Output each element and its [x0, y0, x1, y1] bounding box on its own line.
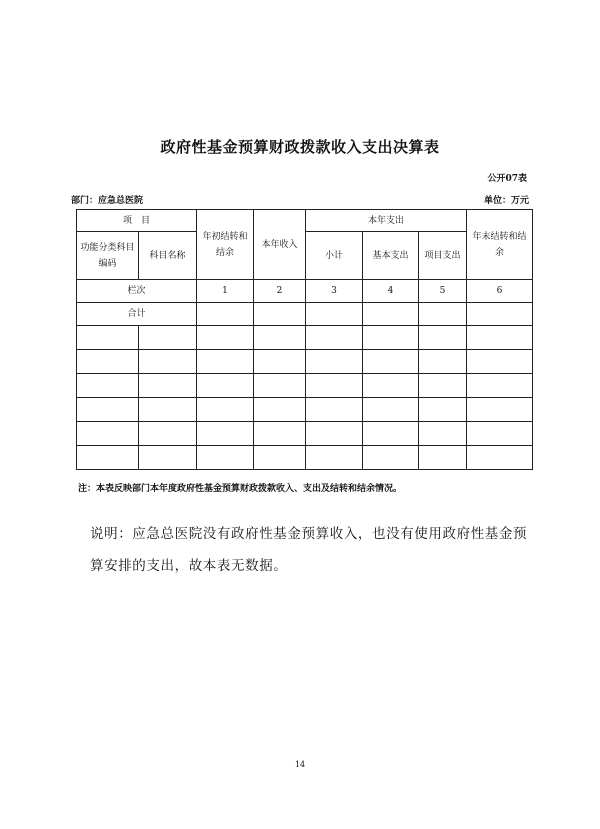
- header-func-code: [77, 232, 139, 280]
- table-cell: [254, 326, 306, 350]
- table-cell: [419, 446, 467, 470]
- table-cell: [77, 350, 139, 374]
- table-cell: [139, 446, 197, 470]
- table-cell: [139, 374, 197, 398]
- unit-label: 单位：万元: [483, 196, 529, 206]
- table-cell: [197, 350, 254, 374]
- header-item: 项 目: [77, 210, 197, 232]
- table-cell: [363, 326, 419, 350]
- table-cell: [254, 350, 306, 374]
- header-func-code-text: 功能分类科目编码: [80, 242, 135, 269]
- table-cell: [77, 446, 139, 470]
- page-title: 政府性基金预算财政拨款收入支出决算表: [160, 138, 440, 156]
- table-cell: [254, 422, 306, 446]
- header-project-expense: 项目支出: [419, 232, 467, 280]
- row-column-no-label: 栏次: [77, 280, 197, 303]
- header-begin-balance-text: 年初结转和结余: [202, 231, 248, 258]
- header-subject-name: 科目名称: [139, 232, 197, 280]
- header-year-income: 本年收入: [254, 210, 306, 280]
- column-number-4: 4: [363, 280, 419, 303]
- table-cell: [197, 422, 254, 446]
- table-cell: [363, 303, 419, 326]
- table-cell: [77, 374, 139, 398]
- form-code: 公开07表: [487, 174, 527, 184]
- table-cell: [139, 350, 197, 374]
- table-cell: [139, 422, 197, 446]
- table-cell: [306, 303, 363, 326]
- table-cell: [77, 398, 139, 422]
- header-basic-expense: 基本支出: [363, 232, 419, 280]
- table-cell: [467, 326, 533, 350]
- table-cell: [197, 374, 254, 398]
- table-cell: [363, 374, 419, 398]
- column-number-5: 5: [419, 280, 467, 303]
- department-label: 部门：应急总医院: [71, 196, 144, 206]
- header-year-expense: 本年支出: [306, 210, 467, 232]
- table-row: [77, 374, 533, 398]
- table-cell: [306, 326, 363, 350]
- column-number-1: 1: [197, 280, 254, 303]
- header-end-balance: [467, 210, 533, 280]
- table-cell: [363, 398, 419, 422]
- table-cell: [419, 398, 467, 422]
- table-cell: [467, 422, 533, 446]
- table-row: [77, 398, 533, 422]
- page-number: 14: [294, 760, 306, 769]
- table-cell: [77, 422, 139, 446]
- table-cell: [306, 398, 363, 422]
- header-subtotal: 小计: [306, 232, 363, 280]
- table-cell: [363, 350, 419, 374]
- table-cell: [197, 326, 254, 350]
- table-cell: [419, 374, 467, 398]
- explanation-text: 说明：应急总医院没有政府性基金预算收入，也没有使用政府性基金预算安排的支出，故本表无数据。: [90, 526, 528, 574]
- table-cell: [467, 398, 533, 422]
- column-number-3: 3: [306, 280, 363, 303]
- table-cell: [77, 326, 139, 350]
- column-number-6: 6: [467, 280, 533, 303]
- table-cell: [419, 350, 467, 374]
- table-cell: [419, 422, 467, 446]
- header-begin-balance: [197, 210, 254, 280]
- table-cell: [419, 326, 467, 350]
- table-row: [77, 446, 533, 470]
- table-cell: [254, 374, 306, 398]
- table-cell: [197, 446, 254, 470]
- header-end-balance-text: 年末结转和结余: [472, 231, 527, 258]
- table-cell: [467, 350, 533, 374]
- table-cell: [467, 303, 533, 326]
- row-total-label: 合计: [77, 303, 197, 326]
- table-cell: [254, 303, 306, 326]
- table-cell: [306, 374, 363, 398]
- table-cell: [197, 398, 254, 422]
- table-cell: [197, 303, 254, 326]
- table-row: [77, 422, 533, 446]
- table-cell: [139, 398, 197, 422]
- table-cell: [254, 398, 306, 422]
- table-cell: [139, 326, 197, 350]
- table-cell: [306, 422, 363, 446]
- table-row: [77, 350, 533, 374]
- table-row: [77, 326, 533, 350]
- table-cell: [363, 446, 419, 470]
- column-number-2: 2: [254, 280, 306, 303]
- table-note: 注：本表反映部门本年度政府性基金预算财政拨款收入、支出及结转和结余情况。: [78, 484, 403, 494]
- table-cell: [363, 422, 419, 446]
- table-cell: [306, 350, 363, 374]
- table-cell: [467, 374, 533, 398]
- table-cell: [306, 446, 363, 470]
- table-cell: [467, 446, 533, 470]
- table-cell: [254, 446, 306, 470]
- table-cell: [419, 303, 467, 326]
- budget-table: [76, 209, 533, 470]
